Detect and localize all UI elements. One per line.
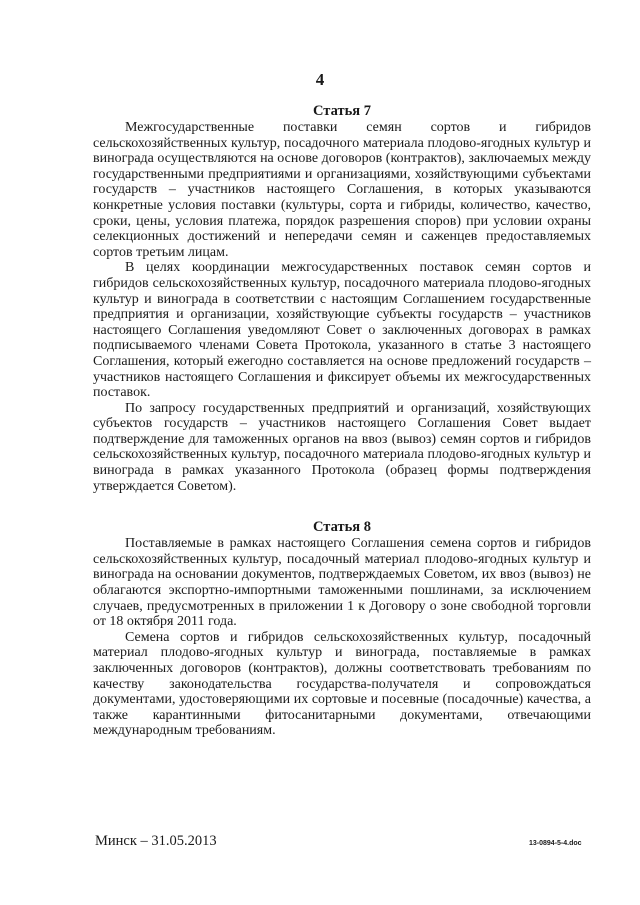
article-heading: Статья 8 — [313, 519, 371, 536]
paragraph: В целях координации межгосударственных поставок семян сортов и гибридов сельскохозяйственных культур, посадочного материала плодово-ягодных культур и винограда в соответствии с настоящим Соглашением государственные предприятия и организации, хозяйствующие субъекты государств – участников настоящего Соглашения уведомляют Совет о заключенных договорах в рамках подписываемого членами Совета Протокола, указанного в статье 3 настоящего Соглашения, который ежегодно составляется на основе предложений государств – участников настоящего Соглашения и фиксирует объемы их межгосударственных поставок. — [93, 260, 591, 401]
article-7 — [93, 102, 591, 494]
article-heading: Статья 7 — [313, 103, 371, 119]
paragraph: Межгосударственные поставки семян сортов и гибридов сельскохозяйственных культур, посадочного материала плодово-ягодных культур и винограда осуществляются на основе договоров (контрактов), заключаемых между государственными предприятиями и организациями, хозяйствующими субъектами государств – участников настоящего Соглашения, в которых указываются конкретные условия поставки (культуры, сорта и гибриды, количество, качество, сроки, цены, условия платежа, порядок разрешения споров) при условии охраны селекционных достижений и непередачи семян и саженцев предоставляемых сортов третьим лицам. — [93, 120, 591, 260]
page-number: 4 — [315, 70, 325, 89]
paragraph: По запросу государственных предприятий и организаций, хозяйствующих субъектов государств – участников настоящего Соглашения Совет выдает подтверждение для таможенных органов на ввоз (вывоз) семян сортов и гибридов сельскохозяйственных культур, посадочного материала плодово-ягодных культур и винограда в рамках указанного Протокола (образец формы подтверждения утверждается Советом). — [93, 400, 591, 494]
document-body — [93, 102, 591, 739]
article-8 — [93, 518, 591, 739]
paragraph: Семена сортов и гибридов сельскохозяйственных культур, посадочный материал плодово-ягодных культур и винограда, поставляемые в рамках заключенных договоров (контрактов), должны соответствовать требованиям по качеству законодательства государства-получателя и сопровождаться документами, удостоверяющими их сортовые и посевные (посадочные) качества, а также карантинными фитосанитарными документами, отвечающими международным требованиям. — [93, 629, 591, 739]
footer-doc-code: 13-0894-5-4.doc — [529, 840, 582, 847]
paragraph: Поставляемые в рамках настоящего Соглашения семена сортов и гибридов сельскохозяйственных культур, посадочный материал плодово-ягодных культур и винограда на основании документов, подтверждаемых Советом, их ввоз (вывоз) не облагаются экспортно-импортными таможенными пошлинами, за исключением случаев, предусмотренных в приложении 1 к Договору о зоне свободной торговли от 18 октября 2011 года. — [93, 536, 591, 630]
footer-place-date: Минск – 31.05.2013 — [95, 833, 217, 849]
